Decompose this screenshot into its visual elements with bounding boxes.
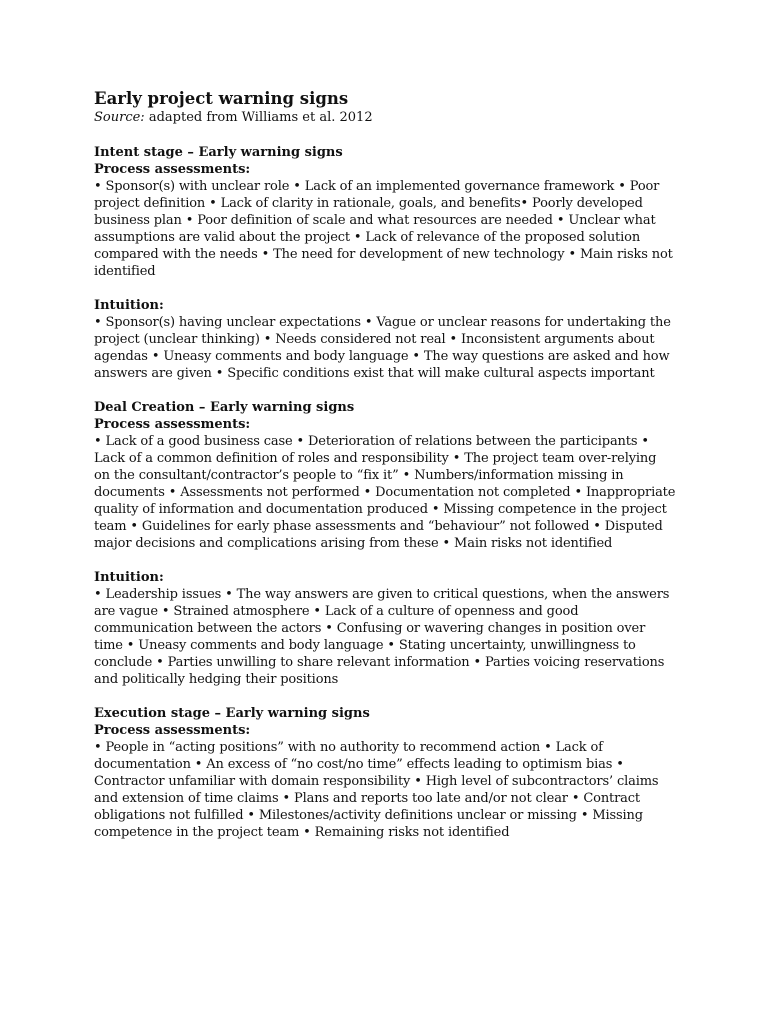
section-subheading: Intuition: <box>94 298 164 313</box>
section-body: • Leadership issues • The way answers are given to critical questions, when the answers are vague • Strained atmosphere • Lack of a culture of openness and good communication between the actors • Confusing or wavering changes in position over time • Uneasy comments and body language • Stating uncertainty, unwillingness to conclude • Parties unwilling to share relevant information • Parties voicing reservations and politically hedging their positions <box>94 587 670 687</box>
source-label: Source: <box>94 110 145 125</box>
section-subheading: Process assessments: <box>94 723 251 738</box>
section-heading: Execution stage – Early warning signs <box>94 706 370 721</box>
document-page <box>94 89 676 858</box>
section-body: • Lack of a good business case • Deterioration of relations between the participants • Lack of a common definition of roles and responsibility • The project team over-relying on the consultant/contractor’s people to “fix it” • Numbers/information missing in documents • Assessments not performed • Documentation not completed • Inappropriate quality of information and documentation produced • Missing competence in the project team • Guidelines for early phase assessments and “behaviour” not followed • Disputed major decisions and complications arising from these • Main risks not identified <box>94 434 676 551</box>
document-title: Early project warning signs <box>94 89 349 108</box>
section-intent-intuition <box>94 297 676 382</box>
section-body: • Sponsor(s) having unclear expectations • Vague or unclear reasons for undertaking the project (unclear thinking) • Needs considered not real • Inconsistent arguments about agendas • Uneasy comments and body language • The way questions are asked and how answers are given • Specific conditions exist that will make cultural aspects important <box>94 315 671 381</box>
source-text: adapted from Williams et al. 2012 <box>144 110 373 125</box>
section-subheading: Intuition: <box>94 570 164 585</box>
section-deal-intuition <box>94 569 676 688</box>
section-body: • People in “acting positions” with no authority to recommend action • Lack of documentation • An excess of “no cost/no time” effects leading to optimism bias • Contractor unfamiliar with domain responsibility • High level of subcontractors’ claims and extension of time claims • Plans and reports too late and/or not clear • Contract obligations not fulfilled • Milestones/activity definitions unclear or missing • Missing competence in the project team • Remaining risks not identified <box>94 740 659 840</box>
section-heading: Deal Creation – Early warning signs <box>94 400 355 415</box>
section-subheading: Process assessments: <box>94 162 251 177</box>
section-execution-process <box>94 705 676 841</box>
section-intent-process <box>94 144 676 280</box>
section-deal-process <box>94 399 676 552</box>
source-line <box>94 109 676 126</box>
section-heading: Intent stage – Early warning signs <box>94 145 343 160</box>
section-body: • Sponsor(s) with unclear role • Lack of an implemented governance framework • Poor project definition • Lack of clarity in rationale, goals, and benefits• Poorly developed business plan • Poor definition of scale and what resources are needed • Unclear what assumptions are valid about the project • Lack of relevance of the proposed solution compared with the needs • The need for development of new technology • Main risks not identified <box>94 179 673 279</box>
section-subheading: Process assessments: <box>94 417 251 432</box>
